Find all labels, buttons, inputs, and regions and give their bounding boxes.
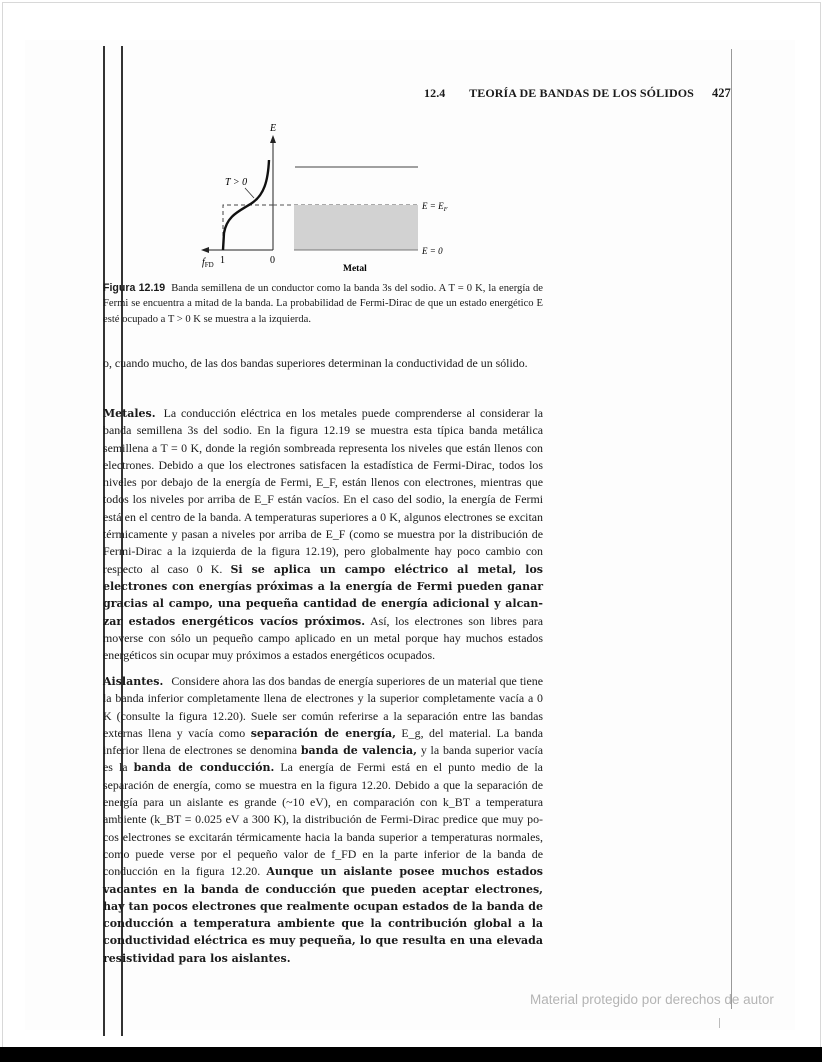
paragraph-emphasis: Si se aplica un campo eléctrico al metal, los electrones con energías próximas a la energía de Fermi pueden ganar gracias al campo, una pequeña cantidad de energía adicional y alcanzar estados energéticos vacíos próximos.: [103, 562, 543, 628]
band-diagram: [190, 115, 450, 280]
term-energy-gap: separación de energía,: [250, 726, 396, 740]
paragraph-text: Considere ahora las dos bandas de energía superiores de un material que tiene la banda inferior completamente llena de electrones y la superior completamente vacía a 0 K (consulte la figura 12.20). Suele ser común referirse a la separación entre las bandas externas llena y vacía como: [103, 674, 543, 740]
ffd-axis-label: $f_{FD}$: [202, 257, 214, 269]
figure-caption: [103, 281, 543, 327]
paragraph-heading: Aislantes.: [103, 675, 164, 688]
scan-artifact-line: [731, 49, 732, 1009]
section-title: TEORÍA DE BANDAS DE LOS SÓLIDOS: [469, 86, 694, 100]
tick-label-0: 0: [270, 255, 275, 266]
t-label: T > 0: [225, 177, 248, 188]
paragraph-aislantes: [103, 673, 543, 967]
running-head: [424, 86, 694, 101]
paragraph-text: La energía de Fermi está en el punto medio de la separación de energía, como se muestra en la figura 12.20. Debido a que la separación de energía para un aislante es grande (~10 eV), en comparación con k_BT a temperatura ambiente (k_BT = 0.025 eV a 300 K), la distribución de Fermi-Dirac predice que muy pocos electrones se excitarán térmicamente hacia la banda superior a temperaturas normales, como puede verse por el pequeño valor de f_FD en la parte inferior de la banda de conducción en la figura 12.20.: [103, 760, 543, 879]
viewer-bottom-bar: [0, 1047, 822, 1062]
caption-label: Figura 12.19: [103, 282, 166, 294]
paragraph-text: E_g, del material. La banda inferior llena de electrones se denomina: [103, 725, 543, 758]
e-axis-label: E: [270, 123, 277, 134]
copyright-watermark: Material protegido por derechos de autor: [530, 992, 774, 1007]
figure-12-19: [190, 115, 450, 280]
t-label-leader: [245, 188, 254, 198]
page-number: 427: [712, 86, 731, 100]
caption-text: Banda semillena de un conductor como la banda 3s del sodio. A T = 0 K, la energía de Fermi se encuentra a mitad de la banda. La probabilidad de Fermi-Dirac de que un estado energético E esté ocupado a T > 0 K se muestra a la izquierda.: [103, 283, 543, 325]
paragraph-text: La conducción eléctrica en los metales puede comprenderse al considerar la banda semillena 3s del sodio. En la figura 12.19 se muestra esta típica banda metálica semillena a T = 0 K, donde la región sombreada representa los niveles que están llenos con electrones. Debido a que los electrones satisfacen la estadística de Fermi-Dirac, todos los niveles por debajo de la energía de Fermi, E_F, están llenos con electrones, mientras que todos los niveles por arriba de E_F están vacíos. En el caso del sodio, la energía de Fermi está en el centro de la banda. A temperaturas superiores a 0 K, algunos electrones se excitan térmicamente y pasan a niveles por arriba de E_F (como se muestra por la distribución de Fermi-Dirac a la izquierda de la figura 12.19), pero globalmente hay poco cambio con respecto al caso 0 K.: [103, 406, 543, 576]
filled-band: [294, 205, 418, 250]
paragraph-text: y la banda superior vacía es la: [103, 743, 543, 775]
e-axis-arrow: [270, 135, 276, 143]
paragraph-heading: Metales.: [103, 407, 156, 420]
ef-label: $E = E_F$: [422, 201, 448, 213]
paragraph-continuation: [103, 355, 543, 372]
metal-label: Metal: [343, 264, 367, 274]
paragraph-metales: [103, 405, 543, 664]
paragraph-emphasis: Aunque un aislante posee muchos estados vacantes en la banda de conducción que pueden aceptar electrones, hay tan pocos electrones que realmente ocupan estados de la banda de conducción a temperatura ambiente que la contribución global a la conductividad eléctrica es muy pequeña, lo que resulta en una elevada resistividad para los aislantes.: [103, 865, 543, 965]
term-conduction-band: banda de conducción.: [133, 761, 275, 775]
paragraph-text: o, cuando mucho, de las dos bandas superiores determinan la conductividad de un sólido.: [103, 356, 528, 370]
section-number: 12.4: [424, 86, 446, 100]
e0-label: E = 0: [422, 246, 443, 256]
ffd-axis-arrow: [201, 247, 209, 253]
t0-step-dashed: [223, 205, 273, 250]
paragraph-text: Así, los electrones son libres para moverse con sólo un pequeño campo aplicado en un metal porque hay muchos estados energéticos sin ocupar muy próximos a estados energéticos ocupados.: [103, 613, 543, 663]
term-valence-band: banda de valencia,: [300, 744, 417, 758]
tick-label-1: 1: [220, 255, 225, 266]
scan-artifact-tick: [719, 1018, 720, 1028]
